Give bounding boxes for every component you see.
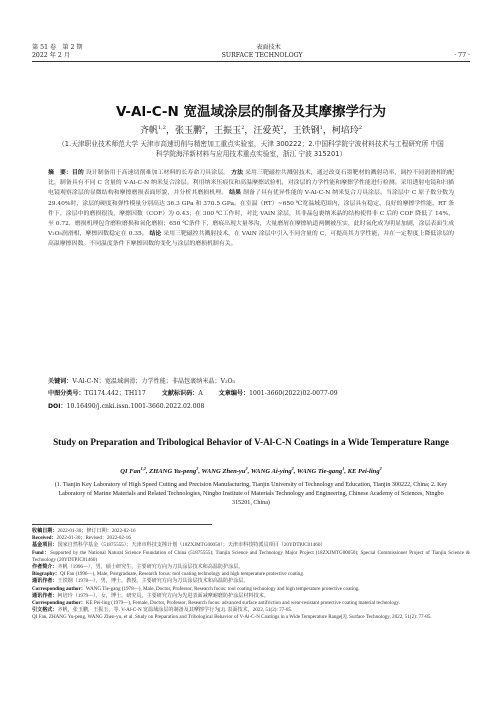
journal-name-cn: 表面技术 — [256, 44, 281, 51]
footnote-line: 基金项目：国家自然科学基金（51875555）；天津市科技支撑计划（18ZXJMTG00050）；天津市科技特派员项目（20YDTPJC01460） — [32, 542, 326, 549]
doc-code-label: 文献标识码： — [161, 390, 199, 397]
footnote-line: 通讯作者：柯培玲（1979—），女，博士，研究员，主要研究方向为先进表面减摩耐磨防护涂层材料技术。 — [32, 592, 269, 599]
author-affiliation-mark: 2 — [291, 466, 294, 471]
author-name: ZHANG Yu-peng$^2$ — [149, 466, 199, 476]
clc-label: 中图分类号： — [48, 390, 85, 397]
author-affiliation-mark: 2 — [201, 125, 206, 131]
author-list-cn: 齐帆$^{1,2}$，张玉鹏$^2$，王振玉$^2$，汪爱英$^2$，王铁钢$^1$，柯培玲$^2$ — [139, 125, 363, 136]
author-affiliation-mark: 1 — [319, 125, 323, 131]
author-affiliation-mark: 2 — [280, 125, 284, 131]
author-name: KE Pei-ling$^2$ — [347, 466, 382, 476]
article-number-label: 文章编号： — [218, 390, 250, 397]
result-label: 结果 — [229, 190, 242, 197]
doi-label: DOI： — [48, 403, 67, 410]
affiliation-en: (1. Tianjin Key Laboratory of High Speed Cutting and Precision Manufacturing, Tianjin University of Technology and Education, Tianjin 300222, China; 2. Key Laboratory of Marine Materials and Related Technologies, Ningbo Institute of Materials Technology and Engineering, Chinese Academy of Sciences, Ningbo 315201, China) — [54, 482, 448, 507]
journal-name-en: SURFACE TECHNOLOGY — [221, 52, 303, 59]
author-name: WANG Tie-gang$^1$ — [296, 466, 345, 476]
author-affiliation-mark: 2 — [245, 466, 248, 471]
method-label: 方法 — [231, 170, 244, 176]
footnote-rule — [32, 524, 212, 525]
clc-value: TG174.442；TH117 — [84, 390, 146, 397]
purpose-label: 目的 — [71, 170, 84, 176]
footnote-line: 作者简介：齐帆（1996—），男，硕士研究生，主要研究方向为刀具涂层技术和高温防护涂层。 — [32, 564, 244, 571]
author-affiliation-mark: 1,2 — [140, 466, 146, 471]
conclusion-label: 结论 — [149, 231, 162, 238]
author-name: 齐帆$^{1,2}$ — [139, 125, 166, 136]
author-name: 柯培玲$^2$ — [331, 125, 363, 136]
keywords-text: V-Al-C-N；宽温域润滑；力学性能；非晶包裹纳米晶；V₂O₅ — [72, 378, 235, 385]
author-name: 汪爱英$^2$ — [253, 125, 284, 136]
article-number-value: 1001-3660(2022)02-0077-09 — [249, 390, 338, 397]
author-affiliation-mark: 2 — [196, 466, 199, 471]
article-title-en: Study on Preparation and Tribological Behavior of V-Al-C-N Coatings in a Wide Temperature Range — [53, 437, 449, 447]
author-affiliation-mark: 2 — [358, 125, 363, 131]
footnote-line: Biography：QI Fan (1996—), Male, Postgraduate, Research focus: tool coating technology and high temperature protective coating. — [32, 571, 305, 578]
abstract-purpose: 设计制备用于高速切削难加工材料的长寿命刀具涂层。 — [85, 170, 230, 176]
running-head — [32, 44, 470, 60]
author-name: WANG Ai-ying$^2$ — [250, 466, 294, 476]
author-name: 张玉鹏$^2$ — [174, 125, 206, 136]
abstract-cn — [48, 168, 454, 250]
author-name: 王铁钢$^1$ — [292, 125, 323, 136]
author-name: 王振玉$^2$ — [214, 125, 245, 136]
author-affiliation-mark: 1 — [342, 466, 345, 471]
footnote-line: Received：2022-01-30；Revised：2022-02-16 — [32, 535, 131, 542]
footnote-line: Corresponding author：KE Pei-ling (1979—), Female, Doctor, Professor, Research focus: advanced surface antifriction and wear-resistant protective coating material technology. — [32, 600, 400, 607]
footnote-line: Corresponding author：WANG Tie-gang (1978—), Male, Doctor, Professor, Research focus: tool coating technology and high temperature protective coating. — [32, 585, 360, 592]
page-number: · 77 · — [454, 52, 470, 59]
footnotes — [32, 528, 470, 622]
affiliation-cn: （1.天津职业技术师范大学 天津市高速切削与精密加工重点实验室，天津 300222；2.中国科学院宁波材料技术与工程研究所 中国科学院海洋新材料与应用技术重点实验室，浙江 宁波 315201） — [58, 140, 444, 158]
volume-issue: 第 51 卷 第 2 期 — [32, 44, 83, 51]
keywords-line — [48, 377, 454, 387]
author-affiliation-mark: 2 — [241, 125, 245, 131]
abstract-result: 制备了具有优异性能的 V-Al-C-N 纳米复合刀具涂层。当涂层中 C 原子数分数为 29.40%时，涂层的硬度和弹性模量分别高达 36.3 GPa 和 370.5 GPa。在室温（RT）~650 ℃宽温域范围内，涂层具有稳定、良好的摩擦学性能。RT 条件下，涂层中的磨损很浅，摩擦因数（COF）为 0.43；在 300 ℃工作时，对比 VAlN 涂层，其非晶包裹纳米晶的结构使得非 C 后的 COF 降低了 14%，至 0.72，磨损机理包含磨粒磨损和氧化磨损；650 ℃条件下，磨痕出现大量琴沟，大量磨屑在摩擦轨道两侧被压实，此时氧化成为明显加剧，涂层表面生成 V₂O₅润滑相，摩擦因数稳定在 0.35。 — [48, 190, 455, 238]
author-name: QI Fan$^{1,2}$ — [120, 466, 146, 476]
abstract-conclusion: 采用三靶磁控共溅射技术，在 VAlN 涂层中引入不同含量的 C，可提高其力学性能，并在一定程度上降低涂层的高温摩擦因数。不同温度条件下摩擦因数的变化与涂层的磨损机制有关。 — [48, 231, 455, 248]
header-rule — [32, 61, 470, 62]
footnote-line: 通讯作者：王铁钢（1978—），男，博士，教授，主要研究方向为刀具涂层技术和高温防护涂层。 — [32, 578, 249, 585]
classification-line — [48, 389, 454, 399]
author-affiliation-mark: 2 — [379, 466, 382, 471]
author-name: WANG Zhen-$yu^2$ — [201, 466, 248, 476]
doc-code-value: A — [198, 390, 203, 397]
footnote-line: 收稿日期：2022-01-30；修订日期：2022-02-16 — [32, 528, 136, 534]
abstract-label: 摘 要： — [48, 170, 72, 176]
footnote-line: 引文格式：齐帆，张玉鹏，王振玉，等. V-Al-C-N 宽温域涂层的制备及其摩擦学行为[J]. 表面技术，2022, 51(2): 77-85. — [32, 607, 293, 614]
doi-value: 10.16490/j.cnki.issn.1001-3660.2022.02.008 — [66, 403, 205, 410]
doi-line — [48, 402, 454, 412]
abstract-method: 采用三靶磁控共溅射技术，通过改变石墨靶材的溅射功率，调控不同润滑相的配比，制备具有不同 C 含量的 V-Al-C-N 纳米复合涂层。利用纳米压痕仪和高温摩擦试验机，对涂层的力学性能和摩擦学性能进行检测。采用透射电镜和扫描电镜观察涂层的显微结构和摩擦磨损表面形貌，并分析其磨损机理。 — [48, 170, 455, 197]
footnote-line: QI Fan, ZHANG Yu-peng, WANG Zhen-yu, et al. Study on Preparation and Tribological Behavior of V-Al-C-N Coatings in a Wide Temperature Range[J]. Surface Technology, 2022, 51(2): 77-85. — [32, 614, 432, 621]
author-list-en: QI Fan$^{1,2}$, ZHANG Yu-peng$^2$, WANG Zhen-$yu^2$, WANG Ai-ying$^2$, WANG Tie-gang$^1$, KE Pei-ling$^2$ — [120, 466, 382, 476]
author-affiliation-mark: 1,2 — [157, 125, 166, 131]
article-title-cn: V-Al-C-N 宽温域涂层的制备及其摩擦学行为 — [115, 104, 387, 120]
footnote-line: Fund：Supported by the National Natural Science Foundation of China (51875555); Tianjin Science and Technology Major Project (18ZXJMTG00050); Special Commissioner Project of Tianjin Science & Technology (20YDTPJC01460) — [32, 549, 470, 563]
issue-date: 2022 年 2 月 — [32, 52, 70, 59]
keywords-label: 关键词： — [48, 378, 73, 385]
